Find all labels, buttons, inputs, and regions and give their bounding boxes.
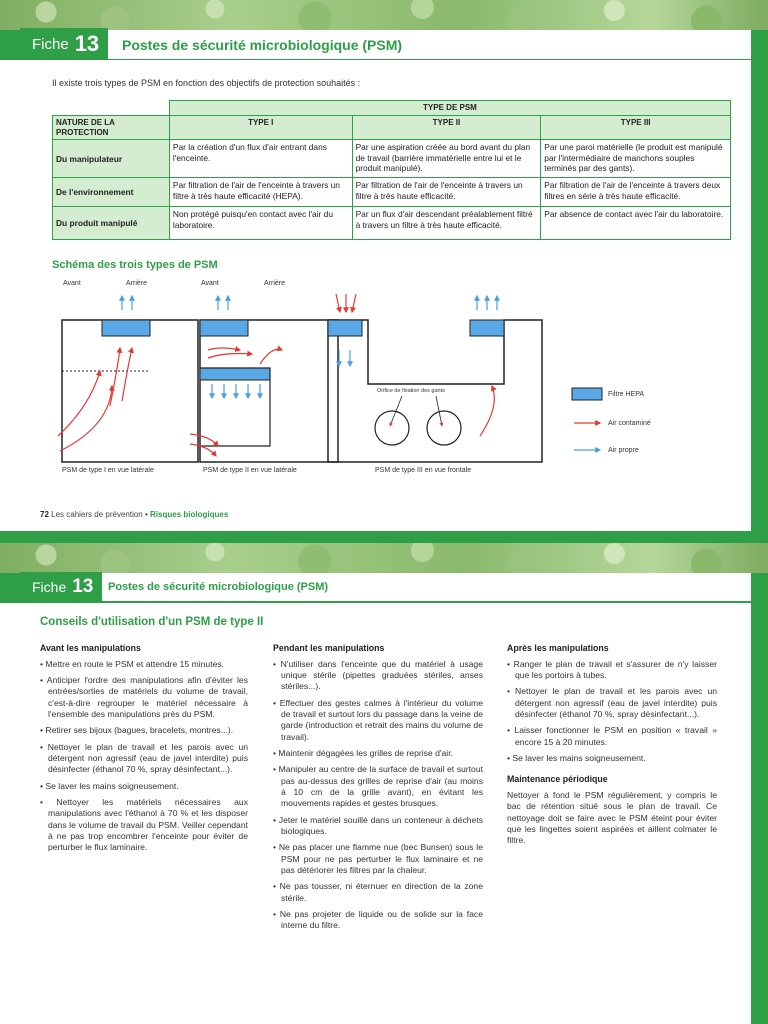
- list-item: • Nettoyer le plan de travail et les parois avec un détergent non agressif (eau de javel interdite) puis désinfecter (éthanol 70 %, spray désinfectant...).: [40, 742, 248, 776]
- heading-pendant: Pendant les manipulations: [273, 643, 385, 653]
- table-cell: Par une aspiration créée au bord avant du plan de travail (barrière immatérielle entre lui et le produit manipulé).: [352, 140, 541, 178]
- psm-types-table: [52, 100, 731, 240]
- list-item: • Laisser fonctionner le PSM en position « travail » encore 15 à 20 minutes.: [507, 725, 717, 748]
- list-item: • Jeter le matériel souillé dans un conteneur à déchets biologiques.: [273, 815, 483, 838]
- footer-series: Les cahiers de prévention: [51, 510, 143, 519]
- label-orifice: Orifice de fixation des gants: [377, 388, 445, 394]
- page-title-2: Postes de sécurité microbiologique (PSM): [108, 581, 329, 593]
- column-apres: [507, 643, 717, 847]
- legend-contamine-label: Air contaminé: [608, 420, 651, 427]
- list-item: • Ne pas projeter de liquide ou de solide sur la face interne du filtre.: [273, 909, 483, 932]
- label-arriere-2: Arrière: [264, 280, 286, 287]
- page-title: Postes de sécurité microbiologique (PSM): [122, 37, 403, 53]
- hepa-filter-icon: [200, 320, 248, 336]
- caption-type-1: PSM de type I en vue latérale: [62, 467, 154, 474]
- schema-legend: [572, 388, 602, 450]
- schema-title: Schéma des trois types de PSM: [52, 259, 218, 271]
- list-item: • Se laver les mains soigneusement.: [40, 781, 248, 792]
- list-item: • Ne pas placer une flamme nue (bec Bunsen) sous le PSM pour ne pas perturber le flux laminaire et ne pas détériorer les filtres par la chaleur.: [273, 842, 483, 876]
- table-corner-header: NATURE DE LA PROTECTION: [53, 115, 170, 140]
- table-cell: Par filtration de l'air de l'enceinte à travers un filtre à très haute efficacité.: [352, 178, 541, 207]
- list-item: • Se laver les mains soigneusement.: [507, 753, 717, 764]
- section-title: Conseils d'utilisation d'un PSM de type II: [40, 616, 264, 628]
- row-label: De l'environnement: [53, 178, 170, 207]
- table-cell: Par absence de contact avec l'air du laboratoire.: [541, 207, 731, 240]
- table-cell: Par un flux d'air descendant préalablement filtré à travers un filtre à très haute efficacité.: [352, 207, 541, 240]
- column-avant: [40, 643, 248, 859]
- fiche-number: 13: [74, 31, 100, 56]
- list-item: • Mettre en route le PSM et attendre 15 minutes.: [40, 659, 248, 670]
- hepa-filter-icon: [328, 320, 362, 336]
- page-separator: [0, 531, 768, 543]
- hepa-filter-icon: [470, 320, 504, 336]
- fiche-number: 13: [72, 576, 94, 597]
- column-header-type-1: TYPE I: [169, 115, 352, 140]
- list-item: • Nettoyer le plan de travail et les parois avec un détergent non agressif (eau de javel interdite) puis désinfecter (éthanol 70 %, spray désinfectant...).: [507, 686, 717, 720]
- label-avant-1: Avant: [63, 280, 81, 287]
- right-edge-strip-top: [751, 30, 768, 531]
- table-cell: Non protégé puisqu'en contact avec l'air du laboratoire.: [169, 207, 352, 240]
- header-rule-bottom: [20, 601, 751, 603]
- list-item: • Manipuler au centre de la surface de travail et surtout pas au-dessus des grilles de reprise d'air (au moins à 10 cm de la grille avant), en évitant les mouvements rapides et gestes brusques.: [273, 764, 483, 809]
- decorative-leaf-banner-top: [0, 0, 768, 30]
- fiche-word: Fiche: [32, 579, 67, 595]
- list-item: • Ranger le plan de travail et s'assurer de n'y laisser que les portoirs à tubes.: [507, 659, 717, 682]
- footer-topic: Risques biologiques: [150, 510, 229, 519]
- psm-schema-diagram: [40, 286, 680, 466]
- psm-type-1-drawing: [58, 296, 198, 462]
- table-cell: Par filtration de l'air de l'enceinte à travers deux filtres en série à très haute efficacité.: [541, 178, 731, 207]
- hepa-filter-icon: [102, 320, 150, 336]
- table-group-header: TYPE DE PSM: [169, 101, 730, 116]
- list-item: • Maintenir dégagées les grilles de reprise d'air.: [273, 748, 483, 759]
- caption-type-3: PSM de type III en vue frontale: [375, 467, 472, 474]
- table-cell: Par la création d'un flux d'air entrant dans l'enceinte.: [169, 140, 352, 178]
- table-row: [53, 140, 731, 178]
- header-rule-top: [20, 59, 751, 60]
- glove-port-icon: [427, 411, 461, 445]
- caption-type-2: PSM de type II en vue latérale: [203, 467, 297, 474]
- intro-text: Il existe trois types de PSM en fonction des objectifs de protection souhaités :: [52, 78, 361, 88]
- label-arriere-1: Arrière: [126, 280, 148, 287]
- table-row: [53, 178, 731, 207]
- header-bar-bottom: [0, 573, 20, 603]
- table-cell: Par une paroi matérielle (le produit est manipulé par l'intermédiaire de manchons souples terminés par des gants).: [541, 140, 731, 178]
- hepa-filter-icon: [200, 368, 270, 380]
- page-footer: [40, 510, 228, 519]
- fiche-tab-2: [20, 572, 102, 602]
- psm-type-2-drawing: [190, 296, 338, 462]
- psm-type-3-drawing: [328, 294, 542, 462]
- column-header-type-2: TYPE II: [352, 115, 541, 140]
- row-label: Du produit manipulé: [53, 207, 170, 240]
- fiche-tab: [20, 28, 108, 60]
- heading-avant: Avant les manipulations: [40, 643, 141, 653]
- page-number: 72: [40, 510, 49, 519]
- list-item: • Nettoyer les matériels nécessaires aux manipulations avec l'éthanol à 70 % et les disposer dans le volume de travail du PSM. Veiller cependant à ne pas trop encombrer l'enceinte pour éviter de perturber le flux laminaire.: [40, 797, 248, 854]
- fiche-word: Fiche: [32, 35, 69, 53]
- column-header-type-3: TYPE III: [541, 115, 731, 140]
- maintenance-text: Nettoyer à fond le PSM régulièrement, y compris le bac de rétention situé sous le plan de travail. Ce nettoyage doit se faire avec le PSM éteint pour éviter que les lingettes soient aspirées et aillent colmater le filtre.: [507, 789, 717, 846]
- right-edge-strip-bottom: [751, 573, 768, 1024]
- list-item: • Ne pas tousser, ni éternuer en direction de la zone stérile.: [273, 881, 483, 904]
- list-item: • N'utiliser dans l'enceinte que du matériel à usage unique stérile (pipettes graduées stériles, anses stériles...).: [273, 659, 483, 693]
- label-avant-2: Avant: [201, 280, 219, 287]
- legend-hepa-swatch: [572, 388, 602, 400]
- column-pendant: [273, 643, 483, 937]
- footer-separator: •: [145, 510, 148, 519]
- list-item: • Retirer ses bijoux (bagues, bracelets, montres...).: [40, 725, 248, 736]
- table-cell: Par filtration de l'air de l'enceinte à travers un filtre à très haute efficacité (HEPA).: [169, 178, 352, 207]
- heading-maintenance: Maintenance périodique: [507, 774, 608, 785]
- heading-apres: Après les manipulations: [507, 643, 609, 653]
- glove-port-icon: [375, 411, 409, 445]
- legend-hepa-label: Filtre HEPA: [608, 391, 645, 398]
- list-item: • Anticiper l'ordre des manipulations afin d'éviter les entrées/sorties de matériels du volume de travail, c'est-à-dire regrouper le matériel nécessaire à l'ensemble des manipulations près du PSM.: [40, 675, 248, 720]
- table-row: [53, 207, 731, 240]
- row-label: Du manipulateur: [53, 140, 170, 178]
- list-item: • Effectuer des gestes calmes à l'intérieur du volume de travail et surtout lors du passage dans la veine de garde (introduction et retrait des mains du volume de travail).: [273, 698, 483, 743]
- decorative-leaf-banner-bottom: [0, 543, 768, 573]
- legend-propre-label: Air propre: [608, 447, 639, 454]
- header-bar-top: [0, 30, 20, 60]
